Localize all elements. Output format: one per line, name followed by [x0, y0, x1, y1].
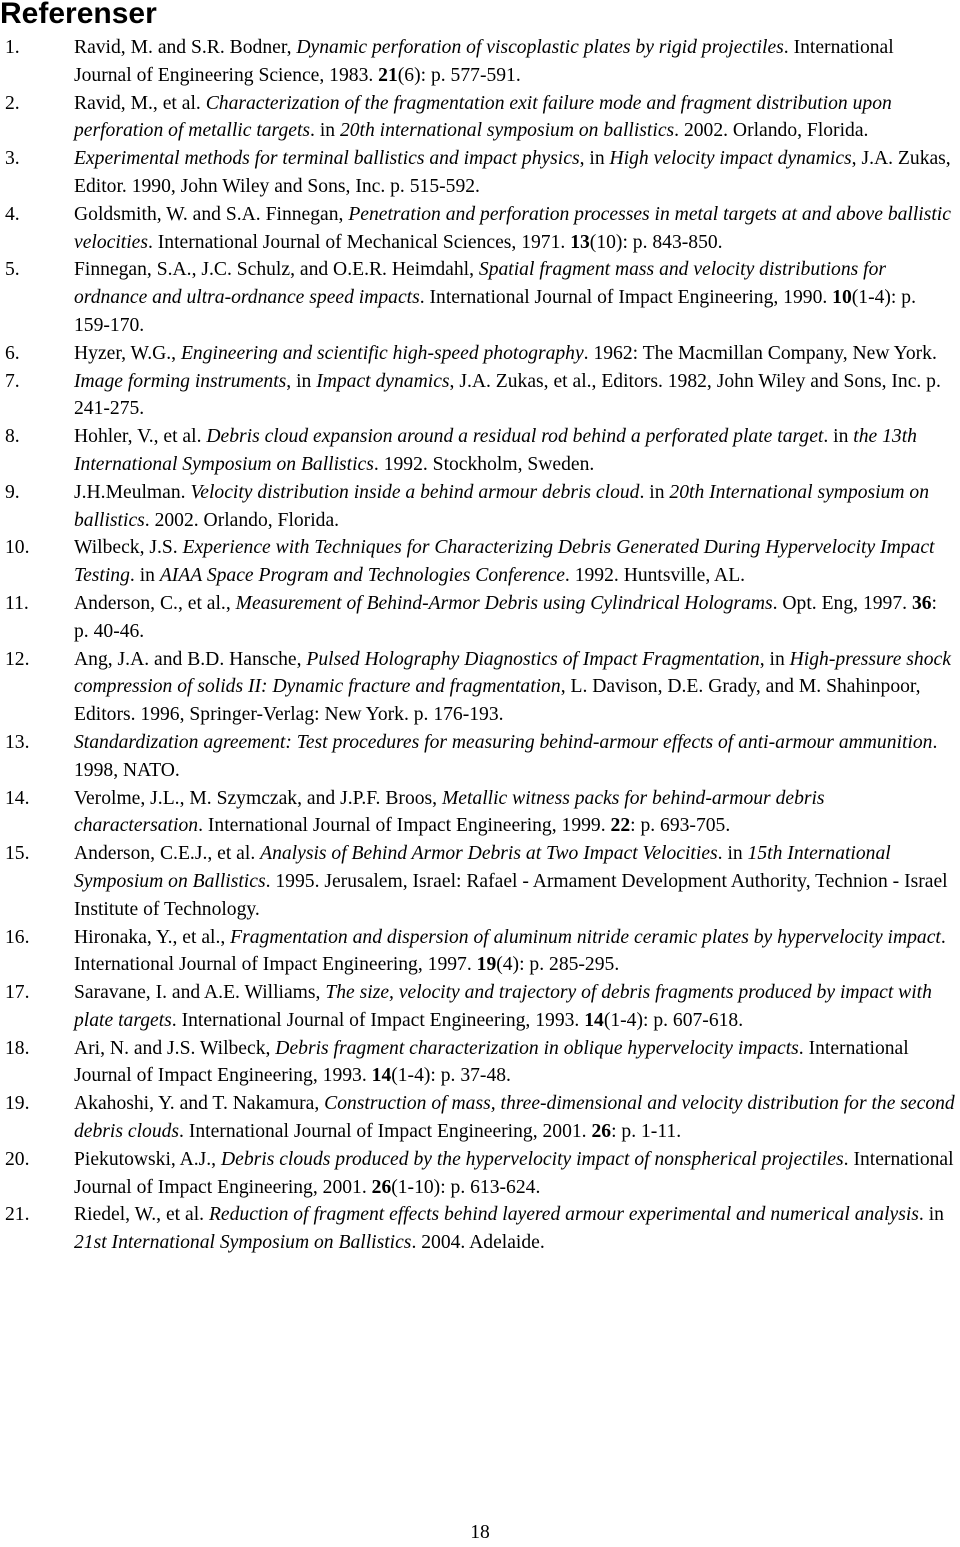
reference-text: [74, 426, 917, 475]
reference-title-italic: Pulsed Holography Diagnostics of Impact Fragmentation: [306, 648, 760, 670]
reference-text-segment: Saravane, I. and A.E. Williams,: [74, 982, 326, 1004]
reference-number: 21.: [5, 1204, 30, 1226]
reference-item: [0, 1146, 960, 1202]
reference-number: 13.: [5, 731, 30, 753]
reference-number: 18.: [5, 1037, 30, 1059]
reference-number: 14.: [5, 787, 30, 809]
reference-text: [74, 93, 892, 142]
reference-volume-bold: 10: [832, 287, 852, 309]
reference-item: [0, 90, 960, 146]
reference-text-segment: . International Journal of Impact Engineering, 2001.: [74, 1148, 954, 1198]
reference-text: [74, 371, 941, 420]
reference-title-italic: Engineering and scientific high-speed photography: [180, 342, 584, 364]
reference-text-segment: (1-4): p. 37-48.: [391, 1065, 511, 1087]
reference-title-italic: 20th international symposium on ballistics: [339, 120, 675, 142]
reference-title-italic: Construction of mass, three-dimensional and velocity distribution for the second debris clouds: [74, 1093, 955, 1143]
reference-item: [0, 1035, 960, 1091]
reference-text-segment: . 2002. Orlando, Florida.: [674, 120, 869, 142]
reference-text: [74, 927, 946, 976]
reference-text: [74, 37, 894, 86]
reference-text-segment: . in: [918, 1204, 944, 1226]
reference-text-segment: . 1992. Stockholm, Sweden.: [373, 453, 595, 475]
reference-title-italic: High velocity impact dynamics: [609, 148, 852, 170]
reference-volume-bold: 21: [378, 64, 398, 86]
reference-text: [74, 982, 932, 1031]
reference-text-segment: Akahoshi, Y. and T. Nakamura,: [74, 1093, 325, 1115]
reference-text-segment: Finnegan, S.A., J.C. Schulz, and O.E.R. Heimdahl,: [74, 259, 479, 281]
reference-text-segment: (1-4): p. 607-618.: [603, 1009, 744, 1031]
reference-text-segment: , in: [759, 648, 790, 670]
reference-item: [0, 785, 960, 841]
reference-title-italic: Impact dynamics: [316, 370, 450, 392]
reference-text-segment: . 2002. Orlando, Florida.: [144, 509, 340, 531]
reference-text: [74, 1093, 955, 1142]
reference-text-segment: . in: [129, 565, 160, 587]
reference-title-italic: 21st International Symposium on Ballistics: [74, 1232, 412, 1254]
reference-text: [74, 204, 951, 253]
reference-text-segment: Verolme, J.L., M. Szymczak, and J.P.F. Broos,: [74, 787, 442, 809]
reference-text-segment: , in: [286, 370, 317, 392]
reference-number: 20.: [5, 1148, 30, 1170]
reference-title-italic: Analysis of Behind Armor Debris at Two Impact Velocities: [260, 843, 718, 865]
reference-title-italic: Debris fragment characterization in oblique hypervelocity impacts: [275, 1037, 799, 1059]
reference-title-italic: Measurement of Behind-Armor Debris using Cylindrical Holograms: [235, 592, 773, 614]
reference-text-segment: . International Journal of Impact Engineering, 2001.: [179, 1121, 592, 1143]
reference-title-italic: Metallic witness packs for behind-armour debris charactersation: [74, 787, 825, 837]
reference-item: [0, 840, 960, 923]
reference-text: [74, 1038, 909, 1087]
reference-text-segment: . in: [823, 426, 854, 448]
reference-number: 5.: [5, 259, 20, 281]
reference-title-italic: Experimental methods for terminal ballistics and impact physics: [74, 148, 580, 170]
reference-text-segment: (6): p. 577-591.: [397, 64, 521, 86]
reference-title-italic: Reduction of fragment effects behind layered armour experimental and numerical analysis: [208, 1204, 919, 1226]
reference-text-segment: : p. 1-11.: [611, 1121, 682, 1143]
reference-text-segment: . in: [717, 843, 748, 865]
reference-text: [74, 259, 916, 336]
reference-text-segment: . International Journal of Impact Engineering, 1993.: [171, 1009, 585, 1031]
reference-text: [74, 482, 929, 531]
reference-text: [74, 343, 937, 364]
reference-title-italic: AIAA Space Program and Technologies Conference: [159, 565, 565, 587]
reference-title-italic: Characterization of the fragmentation exit failure mode and fragment distribution upon perforation of metallic targets: [74, 92, 892, 142]
reference-number: 2.: [5, 92, 20, 114]
reference-text-segment: , L. Davison, D.E. Grady, and M. Shahinpoor, Editors. 1996, Springer-Verlag: New York. p. 176-193.: [74, 676, 921, 726]
reference-text-segment: (4): p. 285-295.: [496, 954, 620, 976]
reference-title-italic: Dynamic perforation of viscoplastic plates by rigid projectiles: [296, 37, 784, 58]
reference-text-segment: , in: [579, 148, 610, 170]
reference-item: [0, 590, 960, 646]
reference-text-segment: Riedel, W., et al.: [74, 1204, 209, 1226]
reference-text-segment: . International Journal of Engineering Science, 1983.: [74, 37, 894, 86]
reference-text: [74, 537, 934, 586]
reference-title-italic: Image forming instruments: [74, 370, 287, 392]
reference-text-segment: . in: [310, 120, 340, 142]
reference-item: [0, 423, 960, 479]
reference-title-italic: Velocity distribution inside a behind armour debris cloud: [190, 481, 640, 503]
page-number: 18: [470, 1522, 490, 1543]
reference-number: 8.: [5, 426, 20, 448]
reference-item: [0, 368, 960, 424]
reference-text: [74, 732, 937, 781]
reference-text-segment: . 1962: The Macmillan Company, New York.: [583, 342, 937, 364]
reference-item: [0, 34, 960, 90]
reference-text: [74, 649, 951, 726]
reference-text-segment: . International Journal of Impact Engineering, 1997.: [74, 926, 946, 976]
reference-number: 16.: [5, 926, 30, 948]
reference-text-segment: (10): p. 843-850.: [589, 231, 723, 253]
reference-volume-bold: 22: [610, 815, 631, 837]
reference-text-segment: Ari, N. and J.S. Wilbeck,: [74, 1037, 276, 1059]
reference-text: [74, 148, 951, 197]
reference-title-italic: Fragmentation and dispersion of aluminum nitride ceramic plates by hypervelocity impact: [230, 926, 941, 948]
reference-text-segment: . International Journal of Mechanical Sciences, 1971.: [147, 231, 571, 253]
reference-number: 4.: [5, 203, 20, 225]
reference-text-segment: Goldsmith, W. and S.A. Finnegan,: [74, 203, 349, 225]
reference-item: [0, 256, 960, 339]
reference-text-segment: . Opt. Eng, 1997.: [772, 592, 912, 614]
reference-item: [0, 1090, 960, 1146]
reference-item: [0, 479, 960, 535]
reference-item: [0, 646, 960, 729]
reference-text: [74, 593, 937, 642]
reference-number: 11.: [5, 592, 29, 614]
reference-text-segment: , J.A. Zukas, et al., Editors. 1982, John Wiley and Sons, Inc. p. 241-275.: [74, 370, 941, 420]
reference-text-segment: Anderson, C., et al.,: [74, 592, 236, 614]
reference-title-italic: the 13th International Symposium on Ballistics: [74, 426, 917, 475]
reference-number: 19.: [5, 1093, 30, 1115]
reference-volume-bold: 19: [476, 954, 497, 976]
reference-text: [74, 1204, 944, 1253]
reference-text-segment: . 1995. Jerusalem, Israel: Rafael - Armament Development Authority, Technion - Israel Institute of Technology.: [74, 870, 948, 920]
reference-volume-bold: 36: [911, 592, 932, 614]
reference-text-segment: Anderson, C.E.J., et al.: [74, 843, 261, 865]
reference-title-italic: The size, velocity and trajectory of debris fragments produced by impact with plate targets: [74, 982, 932, 1031]
reference-text-segment: . 1998, NATO.: [74, 731, 938, 781]
reference-text-segment: Hyzer, W.G.,: [74, 342, 181, 364]
reference-text: [74, 1149, 954, 1198]
reference-item: [0, 924, 960, 980]
reference-number: 6.: [5, 342, 20, 364]
reference-number: 1.: [5, 37, 20, 58]
reference-title-italic: High-pressure shock compression of solids II: Dynamic fracture and fragmentation: [74, 648, 951, 698]
reference-item: [0, 201, 960, 257]
reference-volume-bold: 13: [570, 231, 590, 253]
reference-number: 12.: [5, 648, 30, 670]
reference-text-segment: Wilbeck, J.S.: [74, 537, 183, 559]
reference-title-italic: 20th International symposium on ballistics: [74, 481, 930, 531]
reference-text-segment: . International Journal of Impact Engineering, 1990.: [419, 287, 833, 309]
reference-text-segment: , J.A. Zukas, Editor. 1990, John Wiley and Sons, Inc. p. 515-592.: [74, 148, 951, 197]
reference-title-italic: Penetration and perforation processes in metal targets at and above ballistic velocities: [74, 203, 951, 253]
reference-item: [0, 979, 960, 1035]
reference-item: [0, 1201, 960, 1257]
reference-text-segment: . International Journal of Impact Engineering, 1993.: [74, 1037, 909, 1087]
reference-title-italic: Standardization agreement: Test procedures for measuring behind-armour effects of anti-armour ammunition: [74, 731, 933, 753]
reference-item: [0, 340, 960, 368]
reference-text: [74, 788, 825, 837]
reference-number: 3.: [5, 148, 20, 170]
reference-number: 7.: [5, 370, 20, 392]
reference-number: 15.: [5, 843, 30, 865]
reference-volume-bold: 14: [584, 1009, 604, 1031]
reference-text-segment: J.H.Meulman.: [74, 481, 191, 503]
reference-text-segment: : p. 693-705.: [630, 815, 731, 837]
reference-title-italic: Debris clouds produced by the hypervelocity impact of nonspherical projectiles: [220, 1148, 844, 1170]
page-heading: Referenser: [0, 0, 157, 30]
reference-text-segment: (1-4): p. 159-170.: [74, 287, 916, 336]
reference-text-segment: Ravid, M., et al.: [74, 92, 206, 114]
reference-item: [0, 534, 960, 590]
reference-text-segment: . 1992. Huntsville, AL.: [564, 565, 746, 587]
reference-title-italic: Spatial fragment mass and velocity distributions for ordnance and ultra-ordnance speed impacts: [74, 259, 887, 309]
reference-text-segment: Ravid, M. and S.R. Bodner,: [74, 37, 297, 58]
reference-text: [74, 843, 948, 920]
reference-text-segment: . in: [639, 481, 670, 503]
reference-item: [0, 145, 960, 201]
reference-item: [0, 729, 960, 785]
reference-text-segment: (1-10): p. 613-624.: [391, 1176, 541, 1198]
reference-number: 9.: [5, 481, 20, 503]
reference-text-segment: Piekutowski, A.J.,: [74, 1148, 221, 1170]
reference-title-italic: Experience with Techniques for Characterizing Debris Generated During Hypervelocity Impact Testing: [74, 537, 935, 587]
reference-text-segment: Ang, J.A. and B.D. Hansche,: [74, 648, 307, 670]
reference-text-segment: . 2004. Adelaide.: [411, 1232, 545, 1254]
reference-title-italic: 15th International Symposium on Ballistics: [74, 843, 891, 892]
reference-volume-bold: 26: [371, 1176, 392, 1198]
reference-title-italic: Debris cloud expansion around a residual rod behind a perforated plate target: [206, 426, 824, 448]
reference-text-segment: Hironaka, Y., et al.,: [74, 926, 231, 948]
reference-text-segment: . International Journal of Impact Engineering, 1999.: [198, 815, 611, 837]
reference-number: 17.: [5, 982, 30, 1004]
reference-volume-bold: 26: [591, 1121, 612, 1143]
reference-volume-bold: 14: [371, 1065, 392, 1087]
reference-text-segment: Hohler, V., et al.: [74, 426, 207, 448]
reference-list: [0, 34, 960, 1257]
reference-number: 10.: [5, 537, 30, 559]
reference-text-segment: : p. 40-46.: [74, 592, 937, 642]
